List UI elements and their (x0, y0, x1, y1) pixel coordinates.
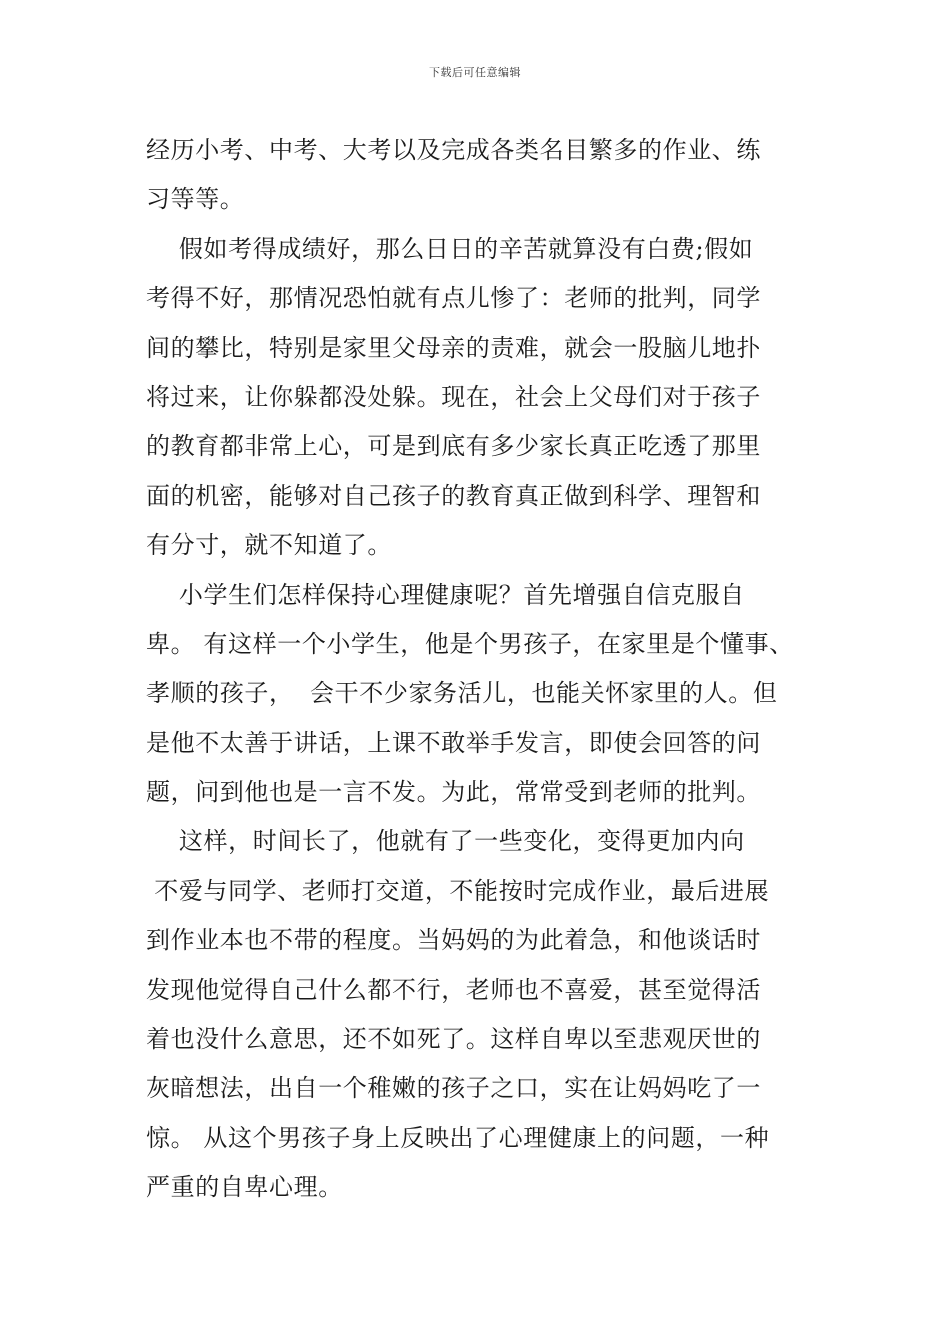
text-line: 间的攀比，特别是家里父母亲的责难，就会一股脑儿地扑 (146, 333, 761, 362)
text-line: 着也没什么意思，还不如死了。这样自卑以至悲观厌世的 (146, 1025, 761, 1054)
text-line: 小学生们怎样保持心理健康呢？首先增强自信克服自 (146, 580, 745, 609)
text-line: 不爱与同学、老师打交道，不能按时完成作业，最后进展 (146, 876, 770, 905)
text-line: 是他不太善于讲话，上课不敢举手发言，即使会回答的问 (146, 728, 761, 757)
text-line: 灰暗想法，出自一个稚嫩的孩子之口，实在让妈妈吃了一 (146, 1074, 761, 1103)
text-line: 这样，时间长了，他就有了一些变化，变得更加内向 (146, 827, 745, 856)
text-line: 经历小考、中考、大考以及完成各类名目繁多的作业、练 (146, 136, 761, 164)
text-line: 发现他觉得自己什么都不行，老师也不喜爱，甚至觉得活 (146, 975, 761, 1004)
text-line: 考得不好，那情况恐怕就有点儿惨了：老师的批判，同学 (146, 284, 761, 313)
text-line: 到作业本也不带的程度。当妈妈的为此着急，和他谈话时 (146, 926, 761, 955)
text-line: 面的机密，能够对自己孩子的教育真正做到科学、理智和 (146, 481, 761, 510)
text-line: 严重的自卑心理。 (146, 1173, 343, 1202)
text-line: 惊。 从这个男孩子身上反映出了心理健康上的问题，一种 (146, 1123, 770, 1152)
paragraph (146, 571, 826, 818)
text-line: 假如考得成绩好，那么日日的辛苦就算没有白费;假如 (146, 234, 754, 263)
paragraph (146, 817, 826, 1212)
text-line: 习等等。 (146, 185, 245, 214)
paragraph (146, 225, 826, 571)
paragraph (146, 126, 826, 225)
text-line: 有分寸，就不知道了。 (146, 531, 392, 560)
text-line: 题，问到他也是一言不发。为此，常常受到老师的批判。 (146, 778, 761, 807)
text-line: 卑。 有这样一个小学生，他是个男孩子，在家里是个懂事、 (146, 629, 794, 658)
text-line: 的教育都非常上心，可是到底有多少家长真正吃透了那里 (146, 432, 761, 461)
document-body (146, 126, 826, 1213)
page-header: 下载后可任意编辑 (429, 66, 521, 79)
text-line: 将过来，让你躲都没处躲。现在，社会上父母们对于孩子 (146, 382, 761, 411)
text-line: 孝顺的孩子， 会干不少家务活儿，也能关怀家里的人。但 (146, 679, 778, 708)
